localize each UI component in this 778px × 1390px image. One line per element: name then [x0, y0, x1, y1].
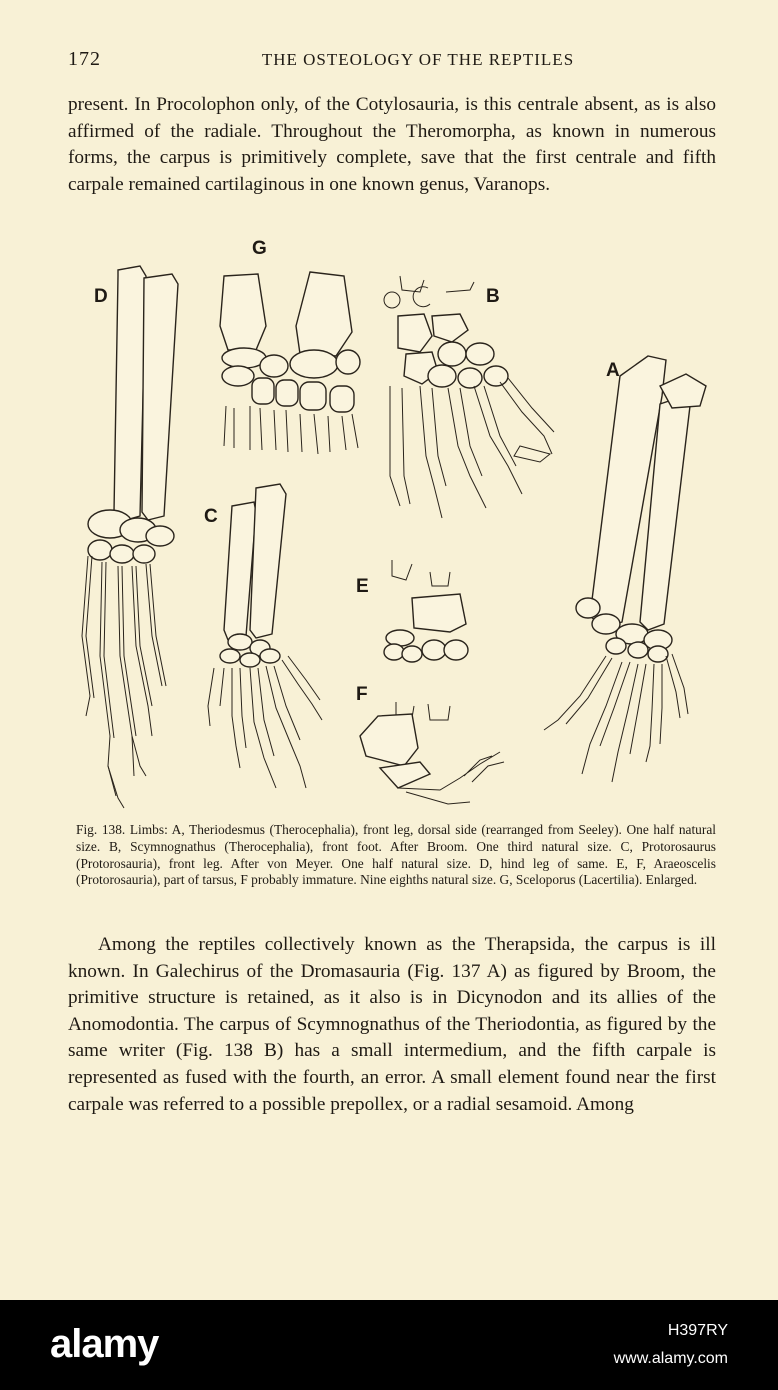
figure-label-c: C [204, 506, 218, 527]
body-paragraph-2 [68, 932, 716, 1118]
figure-label-e: E [356, 576, 369, 597]
running-head: THE OSTEOLOGY OF THE REPTILES [261, 50, 575, 69]
figure-138 [60, 236, 730, 816]
paragraph-2-text: Among the reptiles collectively known as the Therapsida, the carpus is ill known. In Galechirus of the Dromasauria (Fig. 137 A) as figured by Broom, the primitive structure is retained, as it also is in Dicynodon and its allies of the Anomodontia. The carpus of Scymnognathus of the Theriodontia, as figured by the same writer (Fig. 138 B) has a small intermedium, and the fifth carpale is represented as fused with the fourth, an error. A small element found near the first carpale was referred to a possible prepollex, or a radial sesamoid. Among [68, 934, 716, 1115]
page-header [68, 48, 728, 74]
drawing-e-tarsus [384, 560, 468, 662]
drawing-c-front-leg [208, 484, 322, 788]
body-paragraph-1 [68, 92, 716, 198]
figure-label-g: G [252, 238, 267, 259]
site-url: www.alamy.com [613, 1350, 728, 1367]
stock-image-id: H397RY [667, 1322, 728, 1339]
drawing-f-tarsus [360, 702, 504, 804]
figure-caption: Fig. 138. Limbs: A, Theriodesmus (Therocephalia), front leg, dorsal side (rearranged from Seeley). One half natural size. B, Scymnognathus (Therocephalia), front foot. After Broom. One third natural size. C, Protorosaurus (Protorosauria), front leg. After von Meyer. One half natural size. D, hind leg of same. E, F, Araeoscelis (Protorosauria), part of tarsus, F probably immature. Nine eighths natural size. G, Sceloporus (Lacertilia). Enlarged. [76, 822, 716, 888]
drawing-a-front-leg [544, 356, 706, 782]
drawing-d-hind-leg [82, 266, 178, 808]
page-number: 172 [68, 48, 101, 70]
figure-label-d: D [94, 286, 108, 307]
paragraph-1-text: present. In Procolophon only, of the Cotylosauria, is this centrale absent, as is also affirmed of the radiale. Throughout the Theromorpha, as known in numerous forms, the carpus is primitively complete, save that the first centrale and fifth carpale remained cartilaginous in one known genus, Varanops. [68, 94, 716, 195]
figure-label-a: A [606, 360, 620, 381]
limb-illustrations [60, 236, 730, 816]
figure-label-b: B [486, 286, 500, 307]
alamy-logo: alamy [50, 1322, 159, 1366]
drawing-b-front-foot [384, 276, 554, 518]
figure-label-f: F [356, 684, 368, 705]
drawing-g-carpus [220, 272, 360, 454]
watermark-footer [0, 1300, 778, 1390]
